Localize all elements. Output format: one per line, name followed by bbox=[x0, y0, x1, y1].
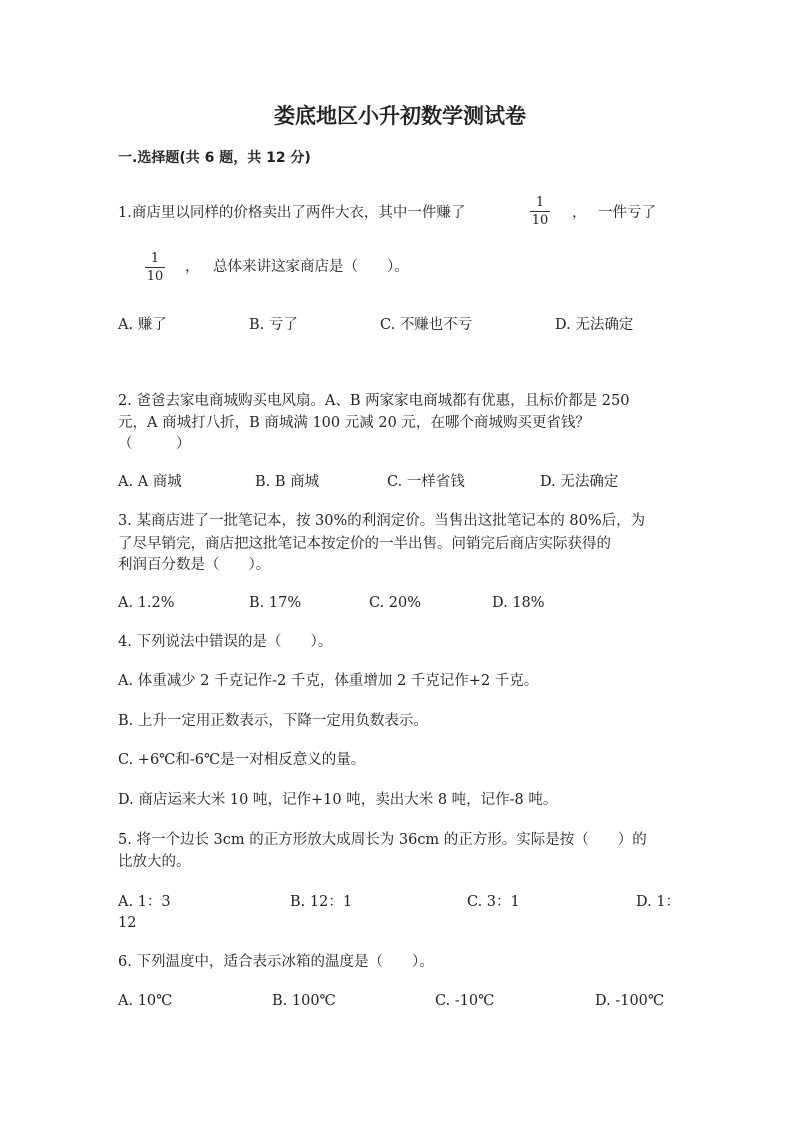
fraction-numerator: 1 bbox=[150, 251, 160, 266]
q2-line-2: 元，A 商城打八折，B 商城满 100 元减 20 元，在哪个商城购买更省钱？ bbox=[118, 415, 590, 431]
q2-option-b[interactable]: B. B 商城 bbox=[255, 474, 320, 490]
q2-option-c[interactable]: C. 一样省钱 bbox=[387, 474, 465, 490]
q3-option-c[interactable]: C. 20% bbox=[369, 595, 422, 611]
q6-option-a[interactable]: A. 10℃ bbox=[118, 993, 173, 1009]
q2-option-a[interactable]: A. A 商城 bbox=[118, 474, 182, 490]
q1-text-b: ， bbox=[572, 205, 587, 221]
q6-option-c[interactable]: C. -10℃ bbox=[435, 993, 495, 1009]
q3-line-3: 利润百分数是（ ）。 bbox=[118, 557, 271, 573]
q5-option-d[interactable]: D. 1： bbox=[636, 894, 681, 910]
q2-line-1: 2. 爸爸去家电商城购买电风扇。A、B 两家家电商城都有优惠，且标价都是 250 bbox=[118, 393, 630, 409]
q2-option-d[interactable]: D. 无法确定 bbox=[540, 474, 619, 490]
fraction-numerator: 1 bbox=[535, 195, 545, 210]
fraction-denominator: 10 bbox=[531, 213, 549, 228]
q4-option-b[interactable]: B. 上升一定用正数表示，下降一定用负数表示。 bbox=[118, 713, 428, 729]
q1-fraction-1 bbox=[528, 195, 552, 228]
q3-option-a[interactable]: A. 1.2% bbox=[118, 595, 175, 611]
fraction-bar bbox=[530, 211, 550, 212]
q4-stem: 4. 下列说法中错误的是（ ）。 bbox=[118, 634, 333, 650]
q1-option-b[interactable]: B. 亏了 bbox=[249, 317, 298, 333]
q5-option-c[interactable]: C. 3：1 bbox=[467, 894, 520, 910]
section-heading: 一.选择题(共 6 题，共 12 分) bbox=[118, 150, 311, 166]
q6-option-b[interactable]: B. 100℃ bbox=[272, 993, 336, 1009]
q4-option-c[interactable]: C. +6℃和-6℃是一对相反意义的量。 bbox=[118, 752, 366, 768]
q6-option-d[interactable]: D. -100℃ bbox=[595, 993, 665, 1009]
q4-option-a[interactable]: A. 体重减少 2 千克记作-2 千克，体重增加 2 千克记作+2 千克。 bbox=[118, 673, 539, 689]
q1-option-d[interactable]: D. 无法确定 bbox=[555, 317, 634, 333]
fraction-bar bbox=[145, 267, 165, 268]
fraction-denominator: 10 bbox=[146, 269, 164, 284]
q3-line-2: 了尽早销完，商店把这批笔记本按定价的一半出售。问销完后商店实际获得的 bbox=[118, 536, 611, 552]
q3-option-b[interactable]: B. 17% bbox=[249, 595, 302, 611]
q1-option-a[interactable]: A. 赚了 bbox=[118, 317, 167, 333]
q6-stem: 6. 下列温度中，适合表示冰箱的温度是（ ）。 bbox=[118, 954, 434, 970]
q5-line-2: 比放大的。 bbox=[118, 854, 191, 870]
q3-line-1: 3. 某商店进了一批笔记本，按 30%的利润定价。当售出这批笔记本的 80%后，为 bbox=[118, 513, 646, 529]
q1-fraction-2 bbox=[143, 251, 167, 284]
q3-option-d[interactable]: D. 18% bbox=[492, 595, 545, 611]
q4-option-d[interactable]: D. 商店运来大米 10 吨，记作+10 吨，卖出大米 8 吨，记作-8 吨。 bbox=[118, 792, 558, 808]
q2-line-3: （ ） bbox=[118, 436, 191, 452]
q5-option-d-continued: 12 bbox=[118, 915, 137, 931]
q1-text-e: 总体来讲这家商店是（ ）。 bbox=[213, 259, 409, 275]
page-title: 娄底地区小升初数学测试卷 bbox=[274, 104, 526, 128]
q1-text-a: 1.商店里以同样的价格卖出了两件大衣，其中一件赚了 bbox=[118, 205, 466, 221]
q1-text-d: ， bbox=[185, 259, 200, 275]
q5-line-1: 5. 将一个边长 3cm 的正方形放大成周长为 36cm 的正方形。实际是按（ ）的 bbox=[118, 832, 647, 848]
q5-option-a[interactable]: A. 1：3 bbox=[118, 894, 171, 910]
q1-text-c: 一件亏了 bbox=[598, 205, 656, 221]
q1-option-c[interactable]: C. 不赚也不亏 bbox=[380, 317, 473, 333]
q5-option-b[interactable]: B. 12：1 bbox=[290, 894, 353, 910]
